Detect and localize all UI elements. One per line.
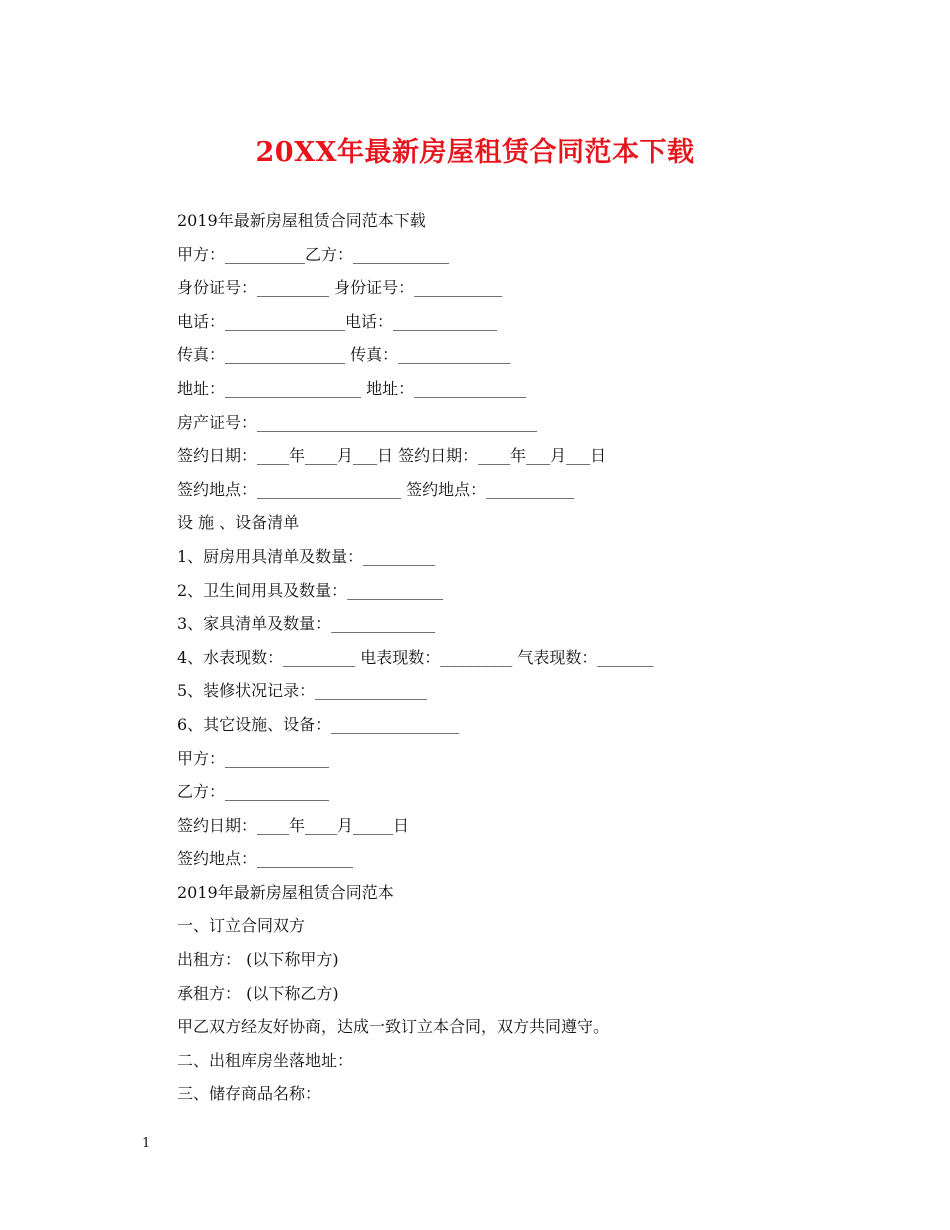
document-body [177, 207, 877, 1114]
lessee-line: 承租方： (以下称乙方) [177, 983, 339, 1003]
page-number: 1 [142, 1136, 151, 1151]
kitchen-items-line: 1、厨房用具清单及数量：_________ [177, 546, 436, 566]
bathroom-items-line: 2、卫生间用具及数量：____________ [177, 580, 444, 600]
party-b-sign-line: 乙方：_____________ [177, 782, 330, 802]
address-line: 地址：_________________ 地址：______________ [177, 378, 527, 398]
signing-place-line: 签约地点：__________________ 签约地点：___________ [177, 479, 575, 499]
id-number-line: 身份证号：_________ 身份证号：___________ [177, 278, 503, 298]
document-title: 20XX年最新房屋租赁合同范本下载 [255, 137, 695, 168]
party-a-b-line: 甲方：__________乙方：____________ [177, 244, 450, 264]
contract-heading: 2019年最新房屋租赁合同范本 [177, 882, 394, 902]
decoration-record-line: 5、装修状况记录：______________ [177, 681, 428, 701]
furniture-items-line: 3、家具清单及数量：_____________ [177, 614, 436, 634]
signing-place-line-2: 签约地点：____________ [177, 849, 354, 869]
subtitle-line: 2019年最新房屋租赁合同范本下载 [177, 211, 426, 230]
section-3-heading: 三、储存商品名称： [177, 1084, 322, 1104]
meter-readings-line: 4、水表现数：_________ 电表现数：_________ 气表现数：_______ [177, 647, 654, 667]
signing-date-line-2: 签约日期：____年____月_____日 [177, 815, 410, 835]
party-a-sign-line: 甲方：_____________ [177, 748, 330, 768]
lessor-line: 出租方： (以下称甲方) [177, 950, 339, 970]
agreement-line: 甲乙双方经友好协商，达成一致订立本合同，双方共同遵守。 [177, 1017, 610, 1037]
section-1-heading: 一、订立合同双方 [177, 916, 306, 936]
other-facilities-line: 6、其它设施、设备：________________ [177, 714, 460, 734]
phone-line: 电话：_______________电话：_____________ [177, 311, 498, 331]
section-2-heading: 二、出租库房坐落地址： [177, 1050, 354, 1070]
property-cert-line: 房产证号：___________________________________ [177, 412, 538, 432]
signing-date-line: 签约日期：____年____月___日 签约日期：____年___月___日 [177, 446, 607, 466]
facilities-heading: 设 施 、设备清单 [177, 513, 300, 533]
fax-line: 传真：_______________ 传真：______________ [177, 345, 511, 365]
